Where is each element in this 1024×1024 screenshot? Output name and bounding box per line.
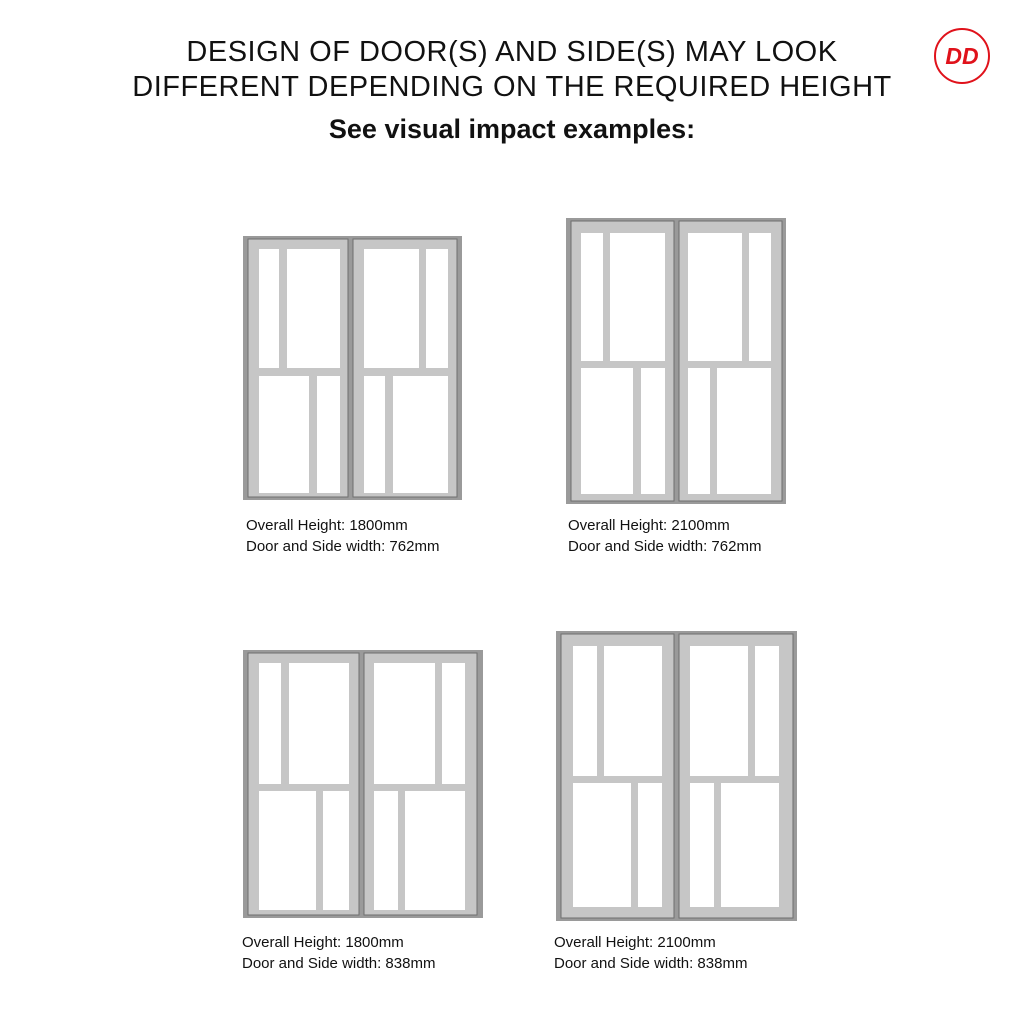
door-side-width-label: Door and Side width: 838mm (242, 955, 436, 972)
overall-height-label: Overall Height: 1800mm (242, 934, 404, 951)
overall-height-label: Overall Height: 2100mm (554, 934, 716, 951)
example-1-doors (243, 236, 462, 500)
glass-pane (374, 663, 435, 784)
example-3-doors (243, 650, 483, 918)
glass-pane (688, 368, 710, 494)
glass-pane (259, 791, 316, 910)
glass-pane (573, 783, 631, 907)
logo-text: DD (945, 43, 979, 69)
example-2-doors (566, 218, 786, 504)
example-3-caption (242, 932, 435, 974)
overall-height-label: Overall Height: 2100mm (568, 517, 730, 534)
glass-pane (717, 368, 771, 494)
glass-pane (393, 376, 448, 493)
glass-pane (604, 646, 662, 776)
overall-height-label: Overall Height: 1800mm (246, 517, 408, 534)
example-1-caption (246, 515, 439, 557)
glass-pane (317, 376, 340, 493)
door-side-width-label: Door and Side width: 838mm (554, 955, 748, 972)
glass-pane (289, 663, 349, 784)
glass-pane (364, 376, 385, 493)
example-4-doors (556, 631, 797, 921)
glass-pane (581, 233, 603, 361)
heading-subtitle: See visual impact examples: (328, 114, 696, 144)
glass-pane (426, 249, 448, 368)
glass-pane (287, 249, 340, 368)
example-4-caption (554, 932, 747, 974)
glass-pane (749, 233, 771, 361)
glass-pane (581, 368, 633, 494)
glass-pane (638, 783, 662, 907)
glass-pane (755, 646, 779, 776)
glass-pane (610, 233, 665, 361)
glass-pane (721, 783, 779, 907)
heading-line-1: DESIGN OF DOOR(S) AND SIDE(S) MAY LOOK (186, 36, 838, 68)
glass-pane (690, 646, 748, 776)
glass-pane (259, 663, 281, 784)
glass-pane (573, 646, 597, 776)
glass-pane (364, 249, 419, 368)
glass-pane (405, 791, 465, 910)
glass-pane (641, 368, 665, 494)
door-side-width-label: Door and Side width: 762mm (568, 538, 762, 555)
glass-pane (259, 376, 309, 493)
glass-pane (688, 233, 742, 361)
glass-pane (323, 791, 349, 910)
example-2-caption (568, 515, 761, 557)
door-side-width-label: Door and Side width: 762mm (246, 538, 440, 555)
glass-pane (374, 791, 398, 910)
glass-pane (690, 783, 714, 907)
glass-pane (442, 663, 465, 784)
glass-pane (259, 249, 279, 368)
heading-line-2: DIFFERENT DEPENDING ON THE REQUIRED HEIGHT (132, 71, 892, 103)
